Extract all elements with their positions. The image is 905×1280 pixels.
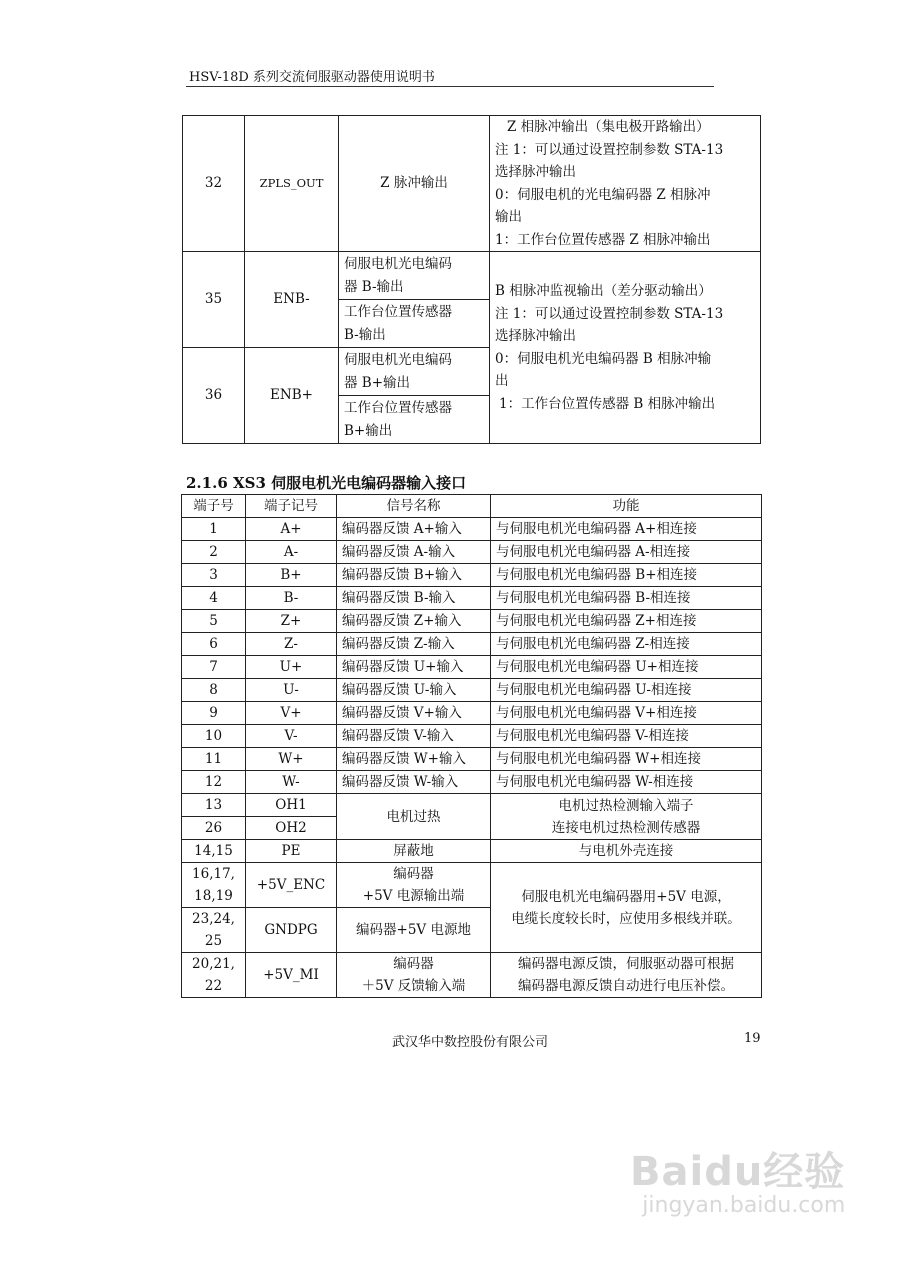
signal-name: 编码器 ＋5V 反馈输入端 [337, 953, 491, 998]
encoder-input-table [181, 494, 762, 998]
signal-name: 编码器反馈 Z-输入 [337, 633, 491, 656]
section-title: 2.1.6 XS3 伺服电机光电编码器输入接口 [186, 474, 467, 492]
signal-name: 工作台位置传感器 B+输出 [339, 396, 490, 444]
table-row [182, 564, 762, 587]
function-cell: 电机过热检测输入端子 连接电机过热检测传感器 [491, 794, 762, 840]
function-cell: 与伺服电机光电编码器 B+相连接 [491, 564, 762, 587]
function-cell: 与伺服电机光电编码器 V+相连接 [491, 702, 762, 725]
signal-name: 电机过热 [337, 794, 491, 840]
signal-name: 编码器反馈 U-输入 [337, 679, 491, 702]
function-cell: 与伺服电机光电编码器 U-相连接 [491, 679, 762, 702]
terminal-number: 32 [183, 116, 245, 252]
terminal-number: 12 [182, 771, 246, 794]
terminal-code: OH2 [246, 817, 337, 840]
function-cell: 与伺服电机光电编码器 Z+相连接 [491, 610, 762, 633]
table-row [182, 656, 762, 679]
terminal-number: 11 [182, 748, 246, 771]
table-row [182, 518, 762, 541]
function-cell: 与伺服电机光电编码器 Z-相连接 [491, 633, 762, 656]
table-row [182, 679, 762, 702]
signal-name: 编码器反馈 A-输入 [337, 541, 491, 564]
footer-company: 武汉华中数控股份有限公司 [392, 1035, 549, 1050]
terminal-code: U+ [246, 656, 337, 679]
signal-name: 编码器+5V 电源地 [337, 908, 491, 953]
signal-name: 编码器反馈 B+输入 [337, 564, 491, 587]
terminal-number: 3 [182, 564, 246, 587]
terminal-number: 36 [183, 348, 245, 444]
terminal-number: 2 [182, 541, 246, 564]
terminal-code: U- [246, 679, 337, 702]
table-row [182, 725, 762, 748]
terminal-number: 35 [183, 252, 245, 348]
page-number: 19 [744, 1031, 761, 1046]
function-cell: 伺服电机光电编码器用+5V 电源， 电缆长度较长时，应使用多根线并联。 [491, 863, 762, 953]
terminal-number: 26 [182, 817, 246, 840]
table-row [182, 587, 762, 610]
table-row [182, 633, 762, 656]
terminal-code: W+ [246, 748, 337, 771]
terminal-code: ENB+ [245, 348, 339, 444]
terminal-number: 23,24, 25 [182, 908, 246, 953]
terminal-number: 14,15 [182, 840, 246, 863]
terminal-code: PE [246, 840, 337, 863]
terminal-code: +5V_MI [246, 953, 337, 998]
table-header-row [182, 495, 762, 518]
terminal-number: 1 [182, 518, 246, 541]
table-row [182, 748, 762, 771]
column-header: 功能 [491, 495, 762, 518]
table-row [182, 610, 762, 633]
signal-name: 编码器反馈 U+输入 [337, 656, 491, 679]
function-cell: 与伺服电机光电编码器 W-相连接 [491, 771, 762, 794]
terminal-code: V+ [246, 702, 337, 725]
table-row [183, 116, 761, 252]
terminal-number: 8 [182, 679, 246, 702]
watermark-logo: Baidu经验 [630, 1149, 846, 1195]
signal-name: Z 脉冲输出 [339, 116, 490, 252]
function-cell: 与伺服电机光电编码器 B-相连接 [491, 587, 762, 610]
function-cell: 与伺服电机光电编码器 A-相连接 [491, 541, 762, 564]
terminal-code: +5V_ENC [246, 863, 337, 908]
terminal-code: W- [246, 771, 337, 794]
signal-name: 编码器反馈 V-输入 [337, 725, 491, 748]
terminal-code: GNDPG [246, 908, 337, 953]
terminal-code: B- [246, 587, 337, 610]
watermark [630, 1140, 845, 1218]
function-cell: 与电机外壳连接 [491, 840, 762, 863]
function-cell: 与伺服电机光电编码器 W+相连接 [491, 748, 762, 771]
signal-name: 编码器反馈 A+输入 [337, 518, 491, 541]
terminal-number: 20,21, 22 [182, 953, 246, 998]
document-header: HSV-18D 系列交流伺服驱动器使用说明书 [189, 70, 435, 85]
encoder-rows [182, 518, 762, 794]
signal-name: 工作台位置传感器 B-输出 [339, 300, 490, 348]
watermark-url: jingyan.baidu.com [642, 1193, 846, 1218]
terminal-code: ZPLS_OUT [245, 116, 339, 252]
signal-name: 编码器反馈 W-输入 [337, 771, 491, 794]
function-cell: B 相脉冲监视输出（差分驱动输出） 注 1：可以通过设置控制参数 STA-13 选择脉冲输出 0：伺服电机光电编码器 B 相脉冲输 出 1：工作台位置传感器 B 相脉冲输出 [490, 252, 761, 444]
table-row [183, 252, 761, 300]
signal-name: 伺服电机光电编码 器 B-输出 [339, 252, 490, 300]
function-cell: 与伺服电机光电编码器 A+相连接 [491, 518, 762, 541]
terminal-number: 9 [182, 702, 246, 725]
terminal-code: V- [246, 725, 337, 748]
table-row [182, 840, 762, 863]
terminal-number: 5 [182, 610, 246, 633]
table-row [182, 771, 762, 794]
signal-name: 编码器反馈 V+输入 [337, 702, 491, 725]
signal-name: 屏蔽地 [337, 840, 491, 863]
table-row [182, 702, 762, 725]
signal-name: 编码器反馈 B-输入 [337, 587, 491, 610]
signal-name: 伺服电机光电编码 器 B+输出 [339, 348, 490, 396]
function-cell: Z 相脉冲输出（集电极开路输出） 注 1：可以通过设置控制参数 STA-13 选择脉冲输出 0：伺服电机的光电编码器 Z 相脉冲 输出 1：工作台位置传感器 Z 相脉冲输出 [490, 116, 761, 252]
terminal-code: A- [246, 541, 337, 564]
terminal-code: ENB- [245, 252, 339, 348]
table-row [182, 863, 762, 908]
function-cell: 与伺服电机光电编码器 V-相连接 [491, 725, 762, 748]
signal-name: 编码器反馈 Z+输入 [337, 610, 491, 633]
terminal-number: 4 [182, 587, 246, 610]
column-header: 信号名称 [337, 495, 491, 518]
header-rule [186, 86, 714, 87]
function-cell: 编码器电源反馈，伺服驱动器可根据 编码器电源反馈自动进行电压补偿。 [491, 953, 762, 998]
terminal-code: Z- [246, 633, 337, 656]
output-signal-table [182, 115, 761, 444]
terminal-code: Z+ [246, 610, 337, 633]
table-row [182, 953, 762, 998]
terminal-number: 10 [182, 725, 246, 748]
signal-name: 编码器 +5V 电源输出端 [337, 863, 491, 908]
function-cell: 与伺服电机光电编码器 U+相连接 [491, 656, 762, 679]
terminal-code: A+ [246, 518, 337, 541]
table-row [182, 794, 762, 817]
terminal-number: 13 [182, 794, 246, 817]
terminal-number: 6 [182, 633, 246, 656]
terminal-number: 7 [182, 656, 246, 679]
column-header: 端子号 [182, 495, 246, 518]
terminal-code: OH1 [246, 794, 337, 817]
table-row [182, 541, 762, 564]
terminal-code: B+ [246, 564, 337, 587]
column-header: 端子记号 [246, 495, 337, 518]
terminal-number: 16,17, 18,19 [182, 863, 246, 908]
signal-name: 编码器反馈 W+输入 [337, 748, 491, 771]
